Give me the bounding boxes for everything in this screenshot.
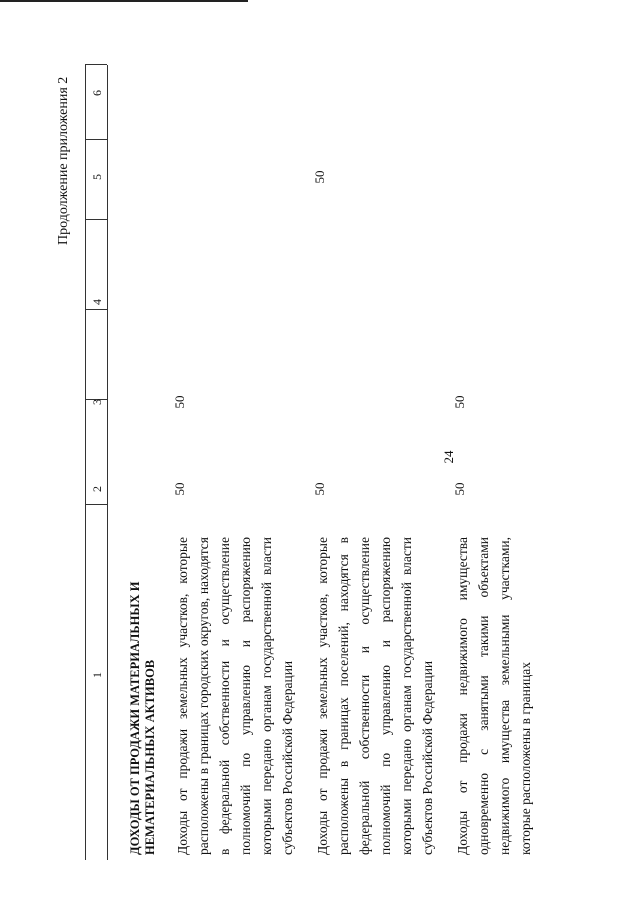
- table-row-text: Доходы от продажи земельных участков, которые расположены в границах городских округов, находятся в федеральной собственности и осуществление полномочий по управлению и распоряжению которыми передано органам государственной власти субъектов Российской Федерации: [175, 537, 295, 855]
- column-number: 2: [90, 486, 104, 492]
- page-number: 24: [441, 450, 456, 464]
- column-number: 1: [90, 672, 104, 678]
- table-cell-col2: 50: [172, 482, 187, 496]
- table-cell-col3: 50: [172, 395, 187, 409]
- table-cell-col2: 50: [452, 482, 467, 496]
- table-header-border: [107, 65, 108, 860]
- continuation-label: Продолжение приложения 2: [56, 76, 71, 245]
- table-top-border: [85, 65, 86, 860]
- table-cell-col5: 50: [312, 170, 327, 184]
- column-number: 6: [90, 90, 104, 96]
- column-number: 4: [90, 299, 104, 305]
- table-cell-col2: 50: [312, 482, 327, 496]
- column-divider: [85, 139, 107, 140]
- section-heading: ДОХОДЫ ОТ ПРОДАЖИ МАТЕРИАЛЬНЫХ И НЕМАТЕРИАЛЬНЫХ АКТИВОВ: [128, 581, 157, 855]
- table-cell-col3: 50: [452, 395, 467, 409]
- column-divider: [85, 64, 107, 65]
- column-divider: [85, 219, 107, 220]
- column-number: 3: [90, 399, 104, 405]
- table-row-text: Доходы от продажи земельных участков, которые расположены в границах поселений, находятся в федеральной собственности и осуществление полномочий по управлению и распоряжению которыми передано органам государственной власти субъектов Российской Федерации: [315, 537, 435, 855]
- table-row-text: Доходы от продажи недвижимого имущества одновременно с занятыми такими объектами недвижимого имущества земельными участками, которые расположены в границах: [455, 537, 533, 855]
- column-number: 5: [90, 174, 104, 180]
